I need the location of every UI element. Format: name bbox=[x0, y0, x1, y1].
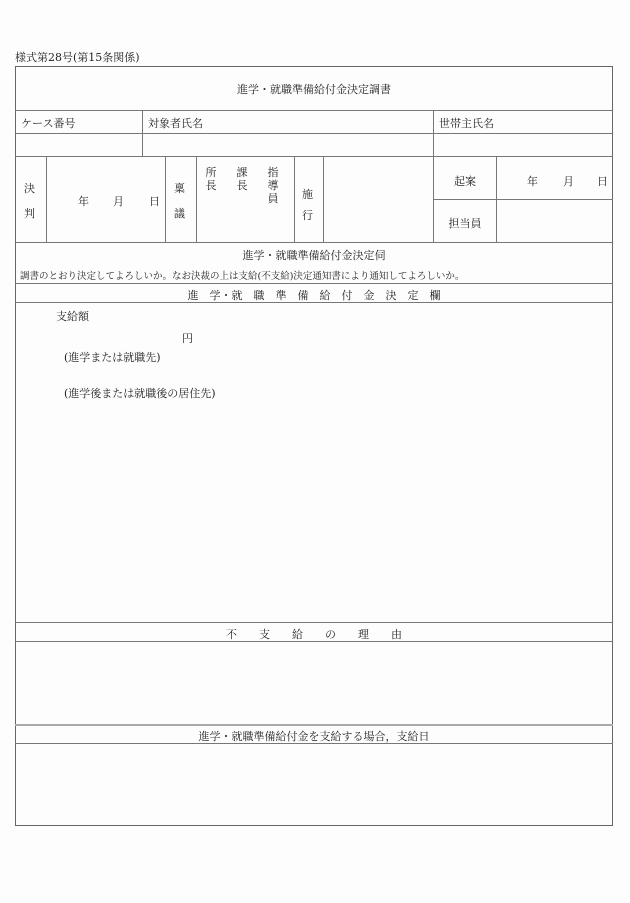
divider bbox=[165, 156, 166, 242]
form-number-label: 様式第28号(第15条関係) bbox=[15, 51, 140, 64]
household-head-name-field[interactable] bbox=[434, 134, 613, 156]
payment-date-field[interactable] bbox=[16, 744, 613, 826]
execution-label: 施 bbox=[302, 188, 313, 201]
case-number-field[interactable] bbox=[16, 134, 142, 156]
non-payment-reason-heading: 不 支 給 の 理 由 bbox=[226, 628, 402, 641]
payment-date-heading: 進学・就職準備給付金を支給する場合，支給日 bbox=[198, 730, 430, 743]
circulation-label: 稟 bbox=[174, 182, 185, 195]
residence-label: (進学後または就職後の居住先) bbox=[64, 387, 216, 400]
role-director-label: 所 長 bbox=[205, 166, 217, 192]
staff-field[interactable] bbox=[497, 200, 613, 242]
decision-section-heading: 進 学・就 職 準 備 給 付 金 決 定 欄 bbox=[187, 289, 441, 302]
subject-name-label: 対象者氏名 bbox=[148, 117, 203, 130]
amount-label: 支給額 bbox=[56, 310, 89, 323]
inquiry-heading: 進学・就職準備給付金決定伺 bbox=[242, 249, 386, 262]
decision-date-year: 年 bbox=[78, 195, 89, 208]
divider bbox=[15, 724, 613, 726]
divider bbox=[294, 156, 295, 242]
inquiry-text: 調書のとおり決定してよろしいか。なお決裁の上は支給(不支給)決定通知書により通知してよろしいか。 bbox=[20, 271, 465, 282]
role-section-chief-label: 課 長 bbox=[236, 166, 248, 192]
draft-label: 起案 bbox=[454, 175, 476, 188]
draft-date-day: 日 bbox=[597, 175, 608, 188]
execution-label: 行 bbox=[302, 209, 313, 222]
yen-label: 円 bbox=[182, 332, 193, 345]
case-number-label: ケース番号 bbox=[21, 117, 76, 130]
decision-label: 決 bbox=[24, 182, 35, 195]
decision-date-month: 月 bbox=[113, 195, 124, 208]
destination-label: (進学または就職先) bbox=[64, 351, 161, 364]
staff-label: 担当員 bbox=[448, 217, 482, 230]
role-instructor-label: 指 導 員 bbox=[267, 166, 279, 205]
decision-date-day: 日 bbox=[149, 195, 160, 208]
divider bbox=[46, 156, 47, 242]
draft-date-year: 年 bbox=[527, 175, 538, 188]
divider bbox=[15, 110, 613, 111]
divider bbox=[15, 242, 613, 243]
draft-date-month: 月 bbox=[563, 175, 574, 188]
divider bbox=[15, 156, 613, 157]
divider bbox=[15, 622, 613, 623]
circulation-label: 議 bbox=[174, 207, 185, 220]
household-head-name-label: 世帯主氏名 bbox=[439, 117, 494, 130]
execution-stamp-field[interactable] bbox=[324, 157, 433, 242]
divider bbox=[15, 283, 613, 284]
form-title: 進学・就職準備給付金決定調書 bbox=[237, 83, 391, 96]
divider bbox=[196, 156, 197, 242]
decision-label: 判 bbox=[24, 207, 35, 220]
non-payment-reason-field[interactable] bbox=[16, 642, 613, 724]
subject-name-field[interactable] bbox=[143, 134, 433, 156]
